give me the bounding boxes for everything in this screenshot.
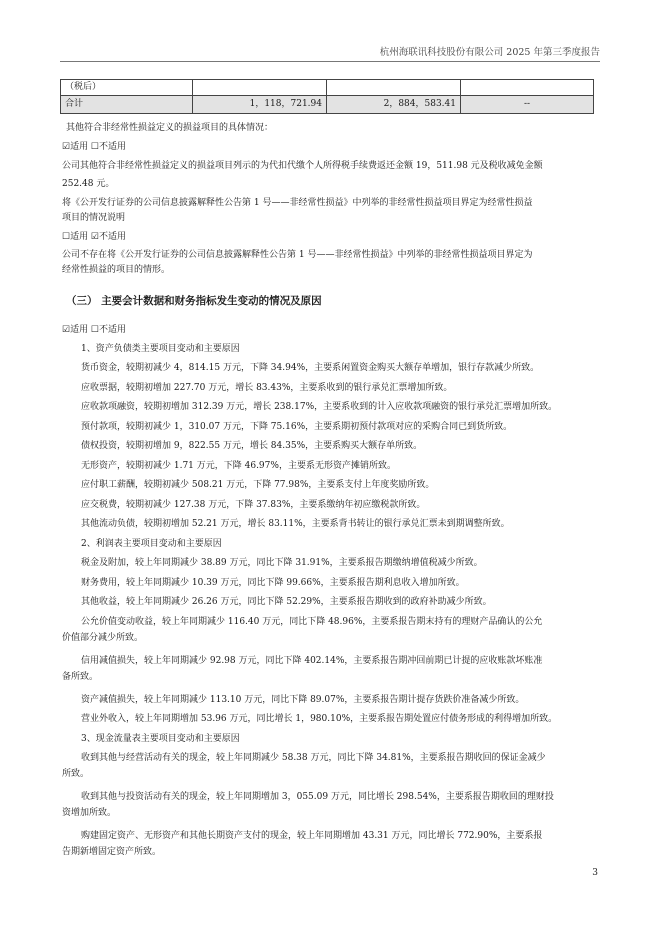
body-line: 其他收益，较上年同期减少 26.26 万元，同比下降 52.29%，主要系报告期收到的政府补助减少所致。 — [81, 597, 492, 607]
classification-desc-2: 经常性损益的项目的情形。 — [62, 265, 171, 275]
body-line: 应收款项融资，较期初增加 312.39 万元，增长 238.17%，主要系收到的计入应收款项融资的银行承兑汇票增加所致。 — [81, 402, 558, 412]
body-line: 2、利润表主要项目变动和主要原因 — [81, 539, 222, 549]
body-line: 应付职工薪酬，较期初减少 508.21 万元，下降 77.98%，主要系支付上年度奖励所致。 — [81, 480, 435, 490]
body-line: 收到其他与经营活动有关的现金，较上年同期减少 58.38 万元，同比下降 34.81%，主要系报告期收回的保证金减少 — [81, 753, 546, 763]
row-label: （税后） — [61, 80, 193, 96]
other-items-heading: 其他符合非经常性损益定义的损益项目的具体情况： — [66, 123, 274, 133]
body-line: 收到其他与投资活动有关的现金，较上年同期增加 3，055.09 万元，同比增长 298.54%，主要系报告期收回的理财投 — [81, 792, 554, 802]
other-items-desc-2: 252.48 元。 — [62, 179, 115, 189]
page-header: 杭州海联讯科技股份有限公司 2025 年第三季度报告 — [379, 47, 600, 58]
body-line: 财务费用，较上年同期减少 10.39 万元，同比下降 99.66%，主要系报告期利息收入增加所致。 — [81, 578, 465, 588]
body-line: 营业外收入，较上年同期增加 53.96 万元，同比增长 1，980.10%，主要系报告期处置应付债务形成的利得增加所致。 — [81, 714, 558, 724]
total-note: -- — [461, 96, 594, 114]
body-line: 告期新增固定资产所致。 — [62, 847, 162, 857]
body-line: 购建固定资产、无形资产和其他长期资产支付的现金，较上年同期增加 43.31 万元，同比增长 772.90%，主要系报 — [81, 831, 543, 841]
non-recurring-table — [60, 79, 594, 114]
body-line: 无形资产，较期初减少 1.71 万元，下降 46.97%，主要系无形资产摊销所致。 — [81, 461, 396, 471]
header-rule — [60, 61, 600, 62]
classification-desc-1: 公司不存在将《公开发行证券的公司信息披露解释性公告第 1 号——非经常性损益》中列举的非经常性损益项目界定为 — [62, 250, 533, 260]
body-line: 所致。 — [62, 769, 90, 779]
body-line: 税金及附加，较上年同期减少 38.89 万元，同比下降 31.91%，主要系报告期缴纳增值税减少所致。 — [81, 558, 483, 568]
classification-option: ☐适用 ☑不适用 — [62, 232, 126, 242]
table-total-row — [61, 96, 594, 114]
other-items-option: ☑适用 ☐不适用 — [62, 142, 126, 152]
body-line: 预付款项，较期初减少 1，310.07 万元，下降 75.16%，主要系期初预付款项对应的采购合同已到货所致。 — [81, 422, 513, 432]
body-line: 1、资产负债类主要项目变动和主要原因 — [81, 344, 240, 354]
body-line: 债权投资，较期初增加 9，822.55 万元，增长 84.35%，主要系购买大额存单所致。 — [81, 441, 423, 451]
body-line: 应收票据，较期初增加 227.70 万元，增长 83.43%，主要系收到的银行承兑汇票增加所致。 — [81, 383, 453, 393]
body-line: 备所致。 — [62, 672, 99, 682]
table-row — [61, 80, 594, 96]
section-title: （三） 主要会计数据和财务指标发生变动的情况及原因 — [66, 295, 322, 307]
body-line: 其他流动负债，较期初增加 52.21 万元，增长 83.11%，主要系背书转让的银行承兑汇票未到期调整所致。 — [81, 519, 510, 529]
classification-heading-1: 将《公开发行证券的公司信息披露解释性公告第 1 号——非经常性损益》中列举的非经常性损益项目界定为经常性损益 — [62, 198, 533, 208]
total-ytd: 2，884，583.41 — [327, 96, 461, 114]
body-line: 资产减值损失，较上年同期减少 113.10 万元，同比下降 89.07%，主要系报告期计提存货跌价准备减少所致。 — [81, 695, 525, 705]
body-line: 货币资金，较期初减少 4，814.15 万元，下降 34.94%，主要系闲置资金购买大额存单增加，银行存款减少所致。 — [81, 363, 540, 373]
section-option: ☑适用 ☐不适用 — [62, 325, 126, 335]
other-items-desc-1: 公司其他符合非经常性损益定义的损益项目列示的为代扣代缴个人所得税手续费返还金额 19，511.98 元及税收减免金额 — [62, 161, 543, 171]
body-line: 3、现金流量表主要项目变动和主要原因 — [81, 734, 240, 744]
body-line: 资增加所致。 — [62, 808, 117, 818]
body-line: 价值部分减少所致。 — [62, 633, 144, 643]
total-current: 1，118，721.94 — [193, 96, 327, 114]
body-line: 信用减值损失，较上年同期减少 92.98 万元，同比下降 402.14%，主要系报告期冲回前期已计提的应收账款坏账准 — [81, 656, 543, 666]
body-line: 应交税费，较期初减少 127.38 万元，下降 37.83%，主要系缴纳年初应缴税款所致。 — [81, 500, 426, 510]
page-number: 3 — [592, 868, 598, 878]
body-line: 公允价值变动收益，较上年同期减少 116.40 万元，同比下降 48.96%，主要系报告期末持有的理财产品确认的公允 — [81, 617, 543, 627]
total-label: 合计 — [61, 96, 193, 114]
classification-heading-2: 项目的情况说明 — [62, 213, 126, 223]
